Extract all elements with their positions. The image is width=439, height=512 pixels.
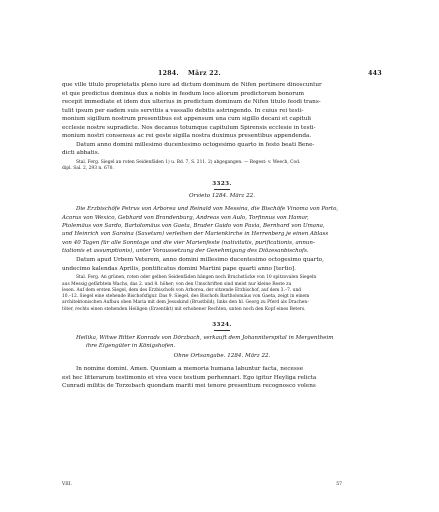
doc-3324-regest	[62, 334, 382, 351]
page-number: 443	[368, 70, 382, 77]
header-year: 1284.	[158, 70, 179, 77]
doc-3323-note	[62, 275, 382, 313]
note-line: Stal. Ferg. Siegel an roten Seidenfäden 1) u. Bd. 7, S. 211. 2) abgegangen. — Regest: v. Weech, Cod.	[76, 159, 301, 165]
doc-3322-text	[62, 81, 382, 158]
doc-3323-text	[62, 256, 382, 273]
header-date: März 22.	[188, 70, 221, 77]
text-line: undecimo kalendas Aprilis, pontificatus domini Martini pape quarti anno [tertio].	[62, 265, 296, 272]
text-line: Datum anno domini millesimo ducentesimo octogesimo quarto in festo beati Bene-	[76, 141, 315, 148]
note-line: Stal. Ferg. An grünen, roten oder gelben Seidenfäden hängen noch Bruchstücke von 10 spitzovalen Siegeln	[76, 275, 317, 281]
doc-3322-note	[62, 160, 382, 173]
page-footer	[62, 482, 382, 487]
page-body	[62, 81, 382, 391]
regest-line: Heilika, Witwe Ritter Konrads von Dörzbach, verkauft dem Johanniterspital in Mergentheim	[76, 334, 334, 341]
text-line: monium sigillum nostrum presentibus est appensum una cum sigillo decani et capituli	[62, 116, 312, 123]
note-line: töter, rechts einen stehenden Heiligen (Erzentikt) mit erhobener Rechten, unten noch den Kopf eines Beters.	[62, 306, 306, 312]
regest-line: von 40 Tagen für alle Sonntage und die vier Marienfeste (nativitatis, purificationis, annun-	[62, 239, 315, 246]
note-line: lesen. Auf dem ersten Siegel, dem des Erzbischofs von Arborea, der sitzende Erzbischof, auf dem 3.–7. und	[62, 287, 302, 293]
doc-3323-number: 3323.	[212, 181, 232, 188]
regest-line: tiationis et assumptionis), unter Voraussetzung der Genehmigung des Diözesanbischofs.	[62, 247, 309, 254]
note-line: architektonischen Aufbau oben Maria mit dem Jesuskind (Brustbild), links den hl. Georg zu Pferd als Drachen-	[62, 300, 309, 306]
text-line: ecclesie nostre supradicte. Nos decanus totumque capitulum Spirensis ecclesie in testi-	[62, 124, 316, 131]
regest-line: Acorus von Wexico, Gebhard von Brandenburg, Andreas von Aulo, Torfinnus von Hamar,	[62, 214, 309, 221]
regest-line: Ptolemäus von Sardo, Bartolomäus von Gaeta, Bruder Guido von Pavia, Bernhard von Umana,	[62, 223, 325, 230]
text-line: recepit immediate et idem dux ulterius in predictum dominum de Nifen titulo feodi trans-	[62, 99, 321, 106]
text-line: tulit ipsum per eadem suis servitiis a vassallo debitis astringendo. In cuius rei testi-	[62, 107, 304, 114]
text-line: Datum apud Urbem Veterem, anno domini millesimo ducentesimo octogesimo quarto,	[76, 257, 324, 264]
note-line: aus Messig gefärbtem Wachs, das 2. und 8. höher; von den Umschriften sind meist nur kleine Reste zu	[62, 281, 292, 287]
separator-rule	[214, 330, 230, 331]
separator-rule	[214, 189, 230, 190]
note-line: 10.–12. Siegel eine stehende Bischofsfigur. Das 9. Siegel, des Bischofs Bartholomäus von Gaeta, zeigt in einem	[62, 294, 310, 300]
doc-3324-dateline: Ohne Ortsangabe. 1284. März 22.	[173, 353, 271, 360]
regest-line: ihre Eigengüter in Königshofen.	[86, 343, 176, 350]
text-line: dicti abbatis.	[62, 150, 100, 157]
text-line: et que predictus dominus dux a nobis in feodum loco aliorum predictorum bonorum	[62, 90, 305, 97]
signature-mark: VIII.	[62, 482, 73, 487]
doc-3323-dateline: Orvieto 1284. März 22.	[188, 193, 256, 200]
text-line: que ville titulo proprietatis pleno iure ad dictum dominum de Nifen pertinere dinoscuntur	[62, 82, 322, 88]
regest-line: und Heinrich von Saroina (Saxetum) verleihen der Marienkirche in Herrenberg je einen Ablass	[62, 231, 329, 238]
text-line: est hec litterarum testimonio et viva voce testium perhennari. Ego igitur Heyliga relicta	[62, 374, 317, 381]
doc-3323-regest	[62, 205, 382, 255]
text-line: Cunradi militis de Torzebach quondam mariti mei tenore presentium recognosco volens	[62, 383, 316, 390]
doc-3324-text	[62, 365, 382, 391]
text-line: In nomine domini. Amen. Quoniam a memoria humana labuntur facta, necesse	[76, 366, 304, 373]
sheet-number: 57	[336, 482, 342, 487]
doc-3324-number: 3324.	[212, 321, 232, 328]
text-line: monium nostri consensus ac rei geste sigilla nostra duximus presentibus appendenda.	[62, 133, 312, 140]
regest-line: Die Erzbischöfe Petrus von Arborea und Reinald von Messina, die Bischöfe Vinoma von Porto,	[76, 206, 339, 213]
note-line: dipl. Sal. 2, 293 n. 670.	[62, 166, 114, 172]
